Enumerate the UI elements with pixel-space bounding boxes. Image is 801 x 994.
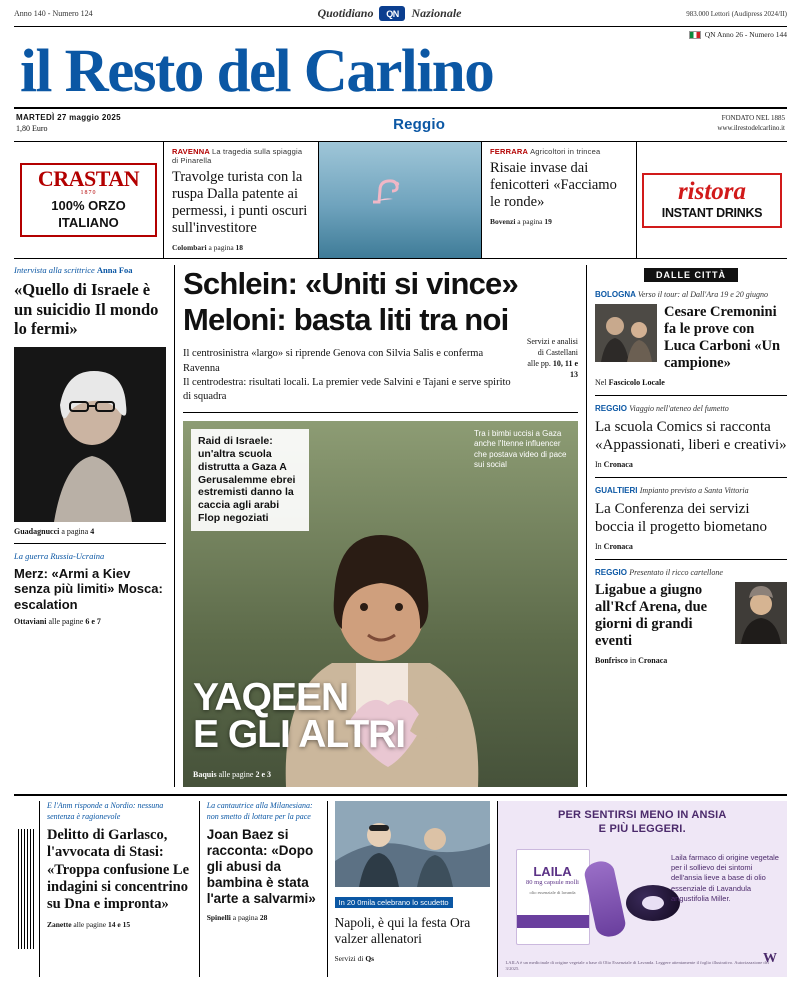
bottom-item-napoli[interactable] — [328, 801, 498, 977]
ligabue-headline: Ligabue a giugno all'Rcf Arena, due giorni di grandi eventi — [595, 582, 708, 649]
interview-credit-rest: a pagina — [61, 526, 89, 536]
photo-credit-name: Baquis — [193, 770, 217, 780]
promo1-byline-name: Colombari — [172, 243, 207, 253]
promo1-kicker: La tragedia sulla spiaggia di Pinarella — [172, 146, 303, 165]
garlasco-credit-rest: alle pagine — [73, 919, 107, 929]
photo-title — [193, 676, 406, 757]
gualtieri-kicker: Impianto previsto a Santa Vittoria — [639, 486, 749, 496]
page-title: il Resto del Carlino — [20, 38, 494, 105]
war-credit — [14, 617, 166, 626]
war-credit-pages: 6 e 7 — [85, 617, 101, 627]
photo-title-line2: E GLI ALTRI — [193, 713, 406, 757]
interview-kicker-name: Anna Foa — [96, 265, 133, 276]
top-strip — [14, 6, 787, 21]
services-line2: di Castellani — [537, 348, 578, 358]
qn-issue-meta: QN Anno 26 - Numero 144 — [704, 30, 787, 39]
center-column — [174, 265, 587, 787]
interview-credit — [14, 527, 166, 536]
promo-article-ferrara[interactable] — [482, 142, 637, 258]
interview-credit-name: Guadagnucci — [14, 526, 60, 536]
divider-left-1 — [14, 543, 166, 544]
comics-headline: La scuola Comics si racconta «Appassionati, liberi e creativi» — [595, 419, 787, 454]
laila-brand: LAILA — [533, 864, 572, 880]
photo-overlay-caption: Raid di Israele: un'altra scuola distrutta a Gaza A Gerusalemme ebrei estremisti danno la caccia agli arabi Flop negoziati — [191, 429, 309, 531]
interview-kicker — [14, 265, 166, 275]
qn-masthead-group — [317, 6, 461, 21]
gualtieri-note-bold: Cronaca — [603, 542, 633, 552]
laila-pack-text: olio essenziale di lavanda — [529, 890, 576, 896]
laila-dose: 80 mg capsule molli — [526, 879, 579, 887]
gualtieri-headline: La Conferenza dei servizi boccia il progetto biometano — [595, 501, 768, 536]
divider-top — [14, 26, 787, 27]
comics-note-bold: Cronaca — [603, 460, 633, 470]
napoli-credit — [335, 954, 490, 963]
bottom-item-garlasco[interactable] — [40, 801, 200, 977]
promo-photo-flamingos — [319, 142, 482, 258]
dateline-bar — [14, 109, 787, 139]
bologna-note-bold: Fascicolo Locale — [608, 378, 665, 388]
ligabue-note-plain: in — [629, 655, 637, 665]
comics-city: REGGIO — [595, 404, 628, 414]
right-item-comics[interactable] — [595, 404, 787, 469]
fans-photo-illustration — [335, 801, 490, 887]
bologna-headline: Cesare Cremonini fa le prove con Luca Carboni «Un campione» — [664, 304, 781, 372]
ristora-tagline: INSTANT DRINKS — [661, 205, 763, 220]
baez-credit — [207, 913, 320, 922]
bottom-strip — [14, 794, 787, 977]
garlasco-credit — [47, 920, 192, 929]
founded-label: FONDATO NEL 1885 — [721, 114, 785, 123]
lead-photo-block[interactable] — [183, 421, 578, 787]
garlasco-headline: Delitto di Garlasco, l'avvocata di Stasi: «Troppa confusione Le indagini si concentrino su Dna e impronta» — [46, 826, 190, 913]
promo2-headline: Risaie invase dai fenicotteri «Facciamo le ronde» — [490, 159, 617, 211]
promo2-kicker: Agricoltori in trincea — [530, 146, 601, 156]
readers-count: 983.000 Lettori (Audipress 2024/II) — [686, 9, 787, 18]
bologna-note — [595, 378, 787, 387]
laila-advertiser-logo: W — [763, 951, 777, 967]
divider-center — [183, 412, 578, 413]
crastan-line2: ITALIANO — [58, 215, 119, 231]
garlasco-credit-name: Zanette — [46, 919, 72, 929]
ad-ristora[interactable] — [637, 142, 787, 258]
napoli-headline: Napoli, è qui la festa Ora valzer allenatori — [334, 915, 471, 947]
laila-ad-line2: E PIÙ LEGGERI. — [598, 822, 686, 835]
lead-headline-line1[interactable]: Schlein: «Uniti si vince» — [183, 266, 518, 302]
photo-ligabue — [735, 582, 787, 644]
photo-overlay-note: Tra i bimbi uccisi a Gaza anche l'Itenne influencer che postava video di pace sui social — [474, 429, 567, 469]
divider-right-1 — [595, 395, 787, 396]
lead-subhead-row — [183, 337, 578, 404]
qn-quotidiano-label: Quotidiano — [317, 6, 374, 20]
section-header — [595, 265, 787, 283]
lead-subhead-1: Il centrosinistra «largo» si riprende Genova con Silvia Salis e conferma Ravenna — [183, 348, 484, 374]
singer-photo-illustration — [735, 582, 787, 644]
flamingo-icon — [363, 168, 423, 208]
photo-cremonini — [595, 304, 657, 362]
promo-article-ravenna[interactable] — [164, 142, 319, 258]
comics-note-plain: In — [595, 460, 602, 470]
right-item-ligabue[interactable] — [595, 568, 787, 665]
ligabue-city: REGGIO — [595, 568, 628, 578]
main-grid — [14, 265, 787, 787]
garlasco-credit-pages: 14 e 15 — [107, 919, 131, 929]
italian-flag-icon — [689, 31, 701, 39]
war-kicker: La guerra Russia-Ucraina — [14, 550, 105, 561]
promo1-headline: Travolge turista con la ruspa Dalla patente ai permessi, i punti oscuri sull'investitore — [172, 168, 308, 237]
promo2-page: 19 — [544, 217, 552, 227]
bottom-item-joan-baez[interactable] — [200, 801, 328, 977]
interview-headline[interactable]: «Quello di Israele è un suicidio Il mondo lo fermi» — [14, 280, 159, 339]
ligabue-note — [595, 656, 787, 665]
left-column — [14, 265, 174, 787]
ristora-brand: ristora — [677, 177, 747, 205]
cover-price: 1,80 Euro — [16, 124, 48, 134]
napoli-credit-rest: Servizi di — [334, 953, 364, 963]
promo2-byline-rest: a pagina — [517, 217, 543, 227]
laila-package — [516, 849, 590, 945]
lead-headline-line2[interactable]: Meloni: basta liti tra noi — [183, 302, 509, 338]
qn-logo-icon: QN — [379, 6, 405, 21]
lead-subhead — [183, 347, 514, 404]
interview-kicker-plain: Intervista alla scrittrice — [14, 265, 95, 276]
barcode-area — [14, 801, 40, 977]
baez-credit-page: 28 — [259, 912, 268, 922]
photo-credit-rest: alle pagine — [218, 770, 254, 780]
laila-ad-footer: LAILA è un medicinale di origine vegetale a base di Olio Essenziale di Lavanda. Leggere attentamente il foglio illustrativo. Autorizzazione del 3/2025. — [505, 959, 770, 971]
photo-credit-pages: 2 e 3 — [255, 770, 272, 780]
photo-title-line1: YAQEEN — [193, 676, 349, 720]
promo2-byline-name: Bovenzi — [490, 217, 516, 227]
services-line1: Servizi e analisi — [526, 337, 578, 347]
bologna-city: BOLOGNA — [595, 290, 636, 300]
napoli-tag: In 20 0mila celebrano lo scudetto — [335, 897, 453, 908]
crastan-year: 1870 — [80, 190, 97, 197]
lead-services-note — [524, 337, 578, 380]
ligabue-note-author: Bonfrisco — [595, 655, 628, 665]
gualtieri-note — [595, 542, 787, 551]
portrait-illustration — [14, 347, 166, 522]
services-pages: 10, 11 e 13 — [552, 359, 578, 379]
crastan-line1: 100% ORZO — [51, 198, 126, 214]
qn-nazionale-label: Nazionale — [411, 6, 462, 20]
bologna-note-plain: Nel — [595, 378, 607, 388]
promo-row — [14, 141, 787, 259]
war-headline[interactable]: Merz: «Armi a Kiev senza più limiti» Mosca: escalation — [14, 565, 163, 612]
divider-right-2 — [595, 477, 787, 478]
promo1-page: 18 — [235, 243, 244, 253]
bologna-kicker: Verso il tour: al Dall'Ara 19 e 20 giugno — [637, 290, 768, 300]
top-left-meta: Anno 140 - Numero 124 — [14, 9, 93, 18]
ad-crastan[interactable] — [14, 142, 164, 258]
right-item-gualtieri[interactable] — [595, 486, 787, 551]
publication-date: MARTEDÌ 27 maggio 2025 — [16, 113, 121, 123]
gualtieri-city: GUALTIERI — [595, 486, 638, 496]
interview-credit-page: 4 — [90, 526, 95, 536]
photo-anna-foa — [14, 347, 166, 522]
napoli-tag-wrap — [335, 892, 490, 910]
promo1-byline-rest: a pagina — [208, 243, 234, 253]
crastan-brand: CRASTAN — [37, 166, 140, 192]
promo2-city: FERRARA — [490, 146, 528, 156]
baez-headline: Joan Baez si racconta: «Dopo gli abusi da bambina è stata l'arte a salvarmi» — [206, 826, 316, 906]
garlasco-kicker: E l'Anm risponde a Nordio: nessuna sentenza è ragionevole — [46, 801, 164, 821]
website-url[interactable]: www.ilrestodelcarlino.it — [717, 124, 785, 133]
edition-name: Reggio — [393, 115, 446, 133]
laila-ad-description: Laila farmaco di origine vegetale per il sollievo dei sintomi dell'ansia lieve a base di olio essenziale di Lavandula angustifolia Miller. — [671, 853, 779, 903]
section-tag: DALLE CITTÀ — [644, 268, 738, 282]
barcode-icon — [18, 829, 34, 949]
lead-subhead-2: Il centrodestra: risultati locali. La premier vede Salvini e Tajani e serve spirito di squadra — [183, 376, 511, 402]
ligabue-note-section: Cronaca — [638, 655, 668, 665]
war-credit-rest: alle pagine — [48, 617, 84, 627]
baez-credit-rest: a pagina — [232, 912, 258, 922]
divider-right-3 — [595, 559, 787, 560]
photo-credit — [193, 770, 271, 779]
ad-laila[interactable] — [498, 801, 788, 977]
ligabue-kicker: Presentato il ricco cartellone — [629, 568, 723, 578]
right-column — [587, 265, 787, 787]
baez-credit-name: Spinelli — [206, 912, 231, 922]
services-line3: alle pp. — [527, 359, 551, 369]
concert-photo-illustration — [595, 304, 657, 362]
gualtieri-note-plain: In — [595, 542, 602, 552]
napoli-credit-name: Qs — [365, 953, 375, 963]
laila-ad-line1: PER SENTIRSI MENO IN ANSIA — [557, 809, 727, 822]
promo1-city: RAVENNA — [172, 146, 210, 156]
comics-note — [595, 460, 787, 469]
comics-kicker: Viaggio nell'ateneo del fumetto — [629, 404, 729, 414]
war-credit-name: Ottaviani — [14, 617, 47, 627]
baez-kicker: La cantautrice alla Milanesiana: non smetto di lottare per la pace — [206, 801, 313, 821]
photo-napoli-fans — [335, 801, 490, 887]
right-item-bologna[interactable] — [595, 290, 787, 387]
